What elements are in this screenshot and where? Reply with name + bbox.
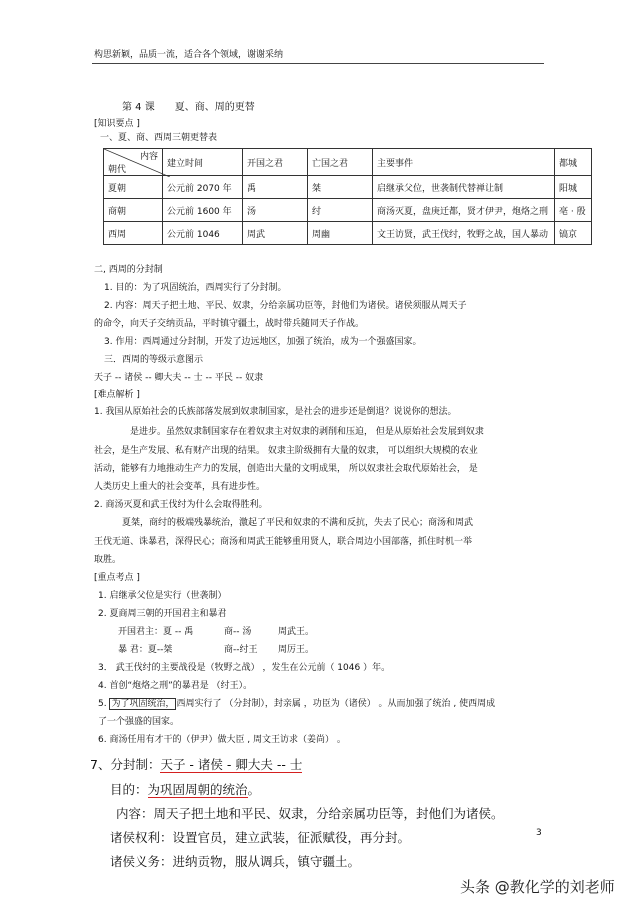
table-cell: 亳 · 殷 bbox=[555, 199, 592, 222]
table-row bbox=[104, 176, 592, 199]
table-row bbox=[104, 222, 592, 245]
note-7-prefix: 7、分封制： bbox=[90, 757, 161, 772]
hierarchy-chain-underlined: 天子 - 诸侯 - 卿大夫 -- 士 bbox=[160, 757, 303, 772]
note-rights: 诸侯权利：设置官员，建立武装，征派赋役，再分封。 bbox=[110, 830, 411, 845]
key-point-5-text: 西周实行了 （分封制），封亲属 ，功臣为（诸侯） 。从而加强了统治 , 使西周成 bbox=[176, 699, 496, 709]
key-point-1: 1. 启继承父位是实行（世袭制） bbox=[98, 591, 227, 601]
key-point-5 bbox=[98, 696, 495, 709]
table-cell: 西周 bbox=[104, 222, 163, 245]
page-number: 3 bbox=[536, 828, 542, 838]
table-header-cell: 开国之君 bbox=[243, 149, 308, 176]
table-cell: 公元前 1046 bbox=[163, 222, 243, 245]
answer-2-line: 王伐无道、诛暴君，深得民心；商汤和周武王能够重用贤人，联合周边小国部落，抓住时机一举 bbox=[94, 537, 473, 547]
purpose-label: 目的： bbox=[110, 782, 148, 797]
section3-title: 三．西周的等级示意图示 bbox=[104, 355, 204, 365]
note-purpose bbox=[110, 780, 260, 798]
table-cell: 公元前 1600 年 bbox=[163, 199, 243, 222]
table-header-cell: 主要事件 bbox=[373, 149, 555, 176]
table-cell: 桀 bbox=[308, 176, 373, 199]
purpose-text: 为巩固周朝的统治 bbox=[147, 782, 248, 797]
boxed-phrase: 为了巩固统治， bbox=[111, 699, 175, 709]
table-corner-cell bbox=[104, 149, 163, 176]
note-duties: 诸侯义务：进纳贡物，服从调兵，镇守疆土。 bbox=[110, 854, 361, 869]
table-cell: 启继承父位，世袭制代替禅让制 bbox=[373, 176, 555, 199]
knowledge-label: [知识要点 ] bbox=[94, 119, 140, 129]
key-point-3: 3． 武王伐纣的主要战役是（牧野之战） ，发生在公元前（ 1046 ）年。 bbox=[98, 663, 391, 673]
hierarchy-chain: 天子 -- 诸侯 -- 卿大夫 -- 士 -- 平民 -- 奴隶 bbox=[94, 373, 264, 383]
founders-zhou: 周武王。 bbox=[278, 627, 315, 637]
note-line-7 bbox=[90, 755, 302, 773]
table-cell: 文王访贤，武王伐纣，牧野之战，国人暴动 bbox=[373, 222, 555, 245]
table-cell: 商汤灭夏，盘庚迁都，贤才伊尹，炮烙之刑 bbox=[373, 199, 555, 222]
table-header-cell: 亡国之君 bbox=[308, 149, 373, 176]
key-point-4: 4. 首创“炮烙之刑”的暴君是 （纣王）。 bbox=[98, 681, 253, 691]
table-row bbox=[104, 199, 592, 222]
answer-1-line: 活动，能够有力地推动生产力的发展，创造出大量的文明成果， 所以奴隶社会取代原始社会， 是 bbox=[94, 464, 478, 474]
answer-1-line: 社会，是生产发展、私有财产出现的结果。 奴隶主阶级拥有大量的奴隶， 可以组织大规模的农业 bbox=[94, 446, 478, 456]
key-point-6: 6. 商汤任用有才干的（伊尹）做大臣 , 周文王访求（姜尚） 。 bbox=[98, 735, 346, 745]
corner-bottom-label: 朝代 bbox=[108, 165, 127, 175]
answer-1-line: 人类历史上重大的社会变革，具有进步性。 bbox=[94, 482, 266, 492]
section2-item: 1. 目的：为了巩固统治，西周实行了分封制。 bbox=[104, 283, 287, 293]
lesson-title: 第 4 课 夏、商、周的更替 bbox=[122, 102, 255, 113]
answer-2-line: 取胜。 bbox=[94, 555, 122, 565]
table-cell: 公元前 2070 年 bbox=[163, 176, 243, 199]
question-1: 1. 我国从原始社会的氏族部落发展到奴隶制国家，是社会的进步还是倒退？说说你的想法。 bbox=[94, 407, 457, 417]
tyrants-zhou: 周厉王。 bbox=[278, 645, 315, 655]
table-header-cell: 都城 bbox=[555, 149, 592, 176]
table-cell: 镐京 bbox=[555, 222, 592, 245]
table-cell: 周幽 bbox=[308, 222, 373, 245]
founders-shang: 商-- 汤 bbox=[224, 627, 252, 637]
key-point-2: 2. 夏商周三朝的开国君主和暴君 bbox=[98, 609, 227, 619]
key-point-5-cont: 了一个强盛的国家。 bbox=[98, 717, 180, 727]
section2-item: 的命令，向天子交纳贡品，平时镇守疆土，战时带兵随同天子作战。 bbox=[94, 319, 365, 329]
difficulty-label: [难点解析 ] bbox=[94, 390, 140, 400]
answer-2-line: 夏桀，商纣的极端残暴统治，激起了平民和奴隶的不满和反抗，失去了民心；商汤和周武 bbox=[122, 518, 474, 528]
tyrants-shang: 商--纣王 bbox=[224, 645, 258, 655]
founders-xia: 开国君主：夏 -- 禹 bbox=[118, 627, 194, 637]
table-header-row bbox=[104, 149, 592, 176]
watermark: 头条 @教化学的刘老师 bbox=[460, 878, 615, 896]
note-content: 内容：周天子把土地和平民、奴隶，分给亲属功臣等，封他们为诸侯。 bbox=[116, 806, 504, 821]
page-header: 构思新颖，品质一流，适合各个领域，谢谢采纳 bbox=[94, 50, 284, 60]
table-cell: 禹 bbox=[243, 176, 308, 199]
section2-item: 2. 内容：周天子把土地、平民、奴隶，分给亲属功臣等，封他们为诸侯。诸侯须服从周天子 bbox=[104, 301, 467, 311]
dynasty-table bbox=[103, 148, 592, 245]
table-cell: 汤 bbox=[243, 199, 308, 222]
table-cell: 阳城 bbox=[555, 176, 592, 199]
table-title: 一、夏、商、西周三朝更替表 bbox=[100, 133, 218, 143]
purpose-end: 。 bbox=[247, 782, 261, 797]
question-2: 2. 商汤灭夏和武王伐纣为什么会取得胜利。 bbox=[94, 500, 268, 510]
answer-1-line: 是进步。虽然奴隶制国家存在着奴隶主对奴隶的剥削和压迫， 但是从原始社会发展到奴隶 bbox=[130, 427, 484, 437]
section2-title: 二, 西周的分封制 bbox=[94, 265, 163, 275]
tyrants-xia: 暴 君：夏--桀 bbox=[118, 645, 173, 655]
table-cell: 纣 bbox=[308, 199, 373, 222]
table-cell: 周武 bbox=[243, 222, 308, 245]
header-rule bbox=[92, 63, 544, 64]
table-header-cell: 建立时间 bbox=[163, 149, 243, 176]
table-cell: 夏朝 bbox=[104, 176, 163, 199]
table-cell: 商朝 bbox=[104, 199, 163, 222]
key-point-5-prefix: 5. bbox=[98, 699, 110, 709]
key-points-label: [重点考点 ] bbox=[94, 573, 140, 583]
section2-item: 3. 作用：西周通过分封制，开发了边远地区，加强了统治，成为一个强盛国家。 bbox=[104, 337, 422, 347]
corner-top-label: 内容 bbox=[139, 152, 158, 162]
